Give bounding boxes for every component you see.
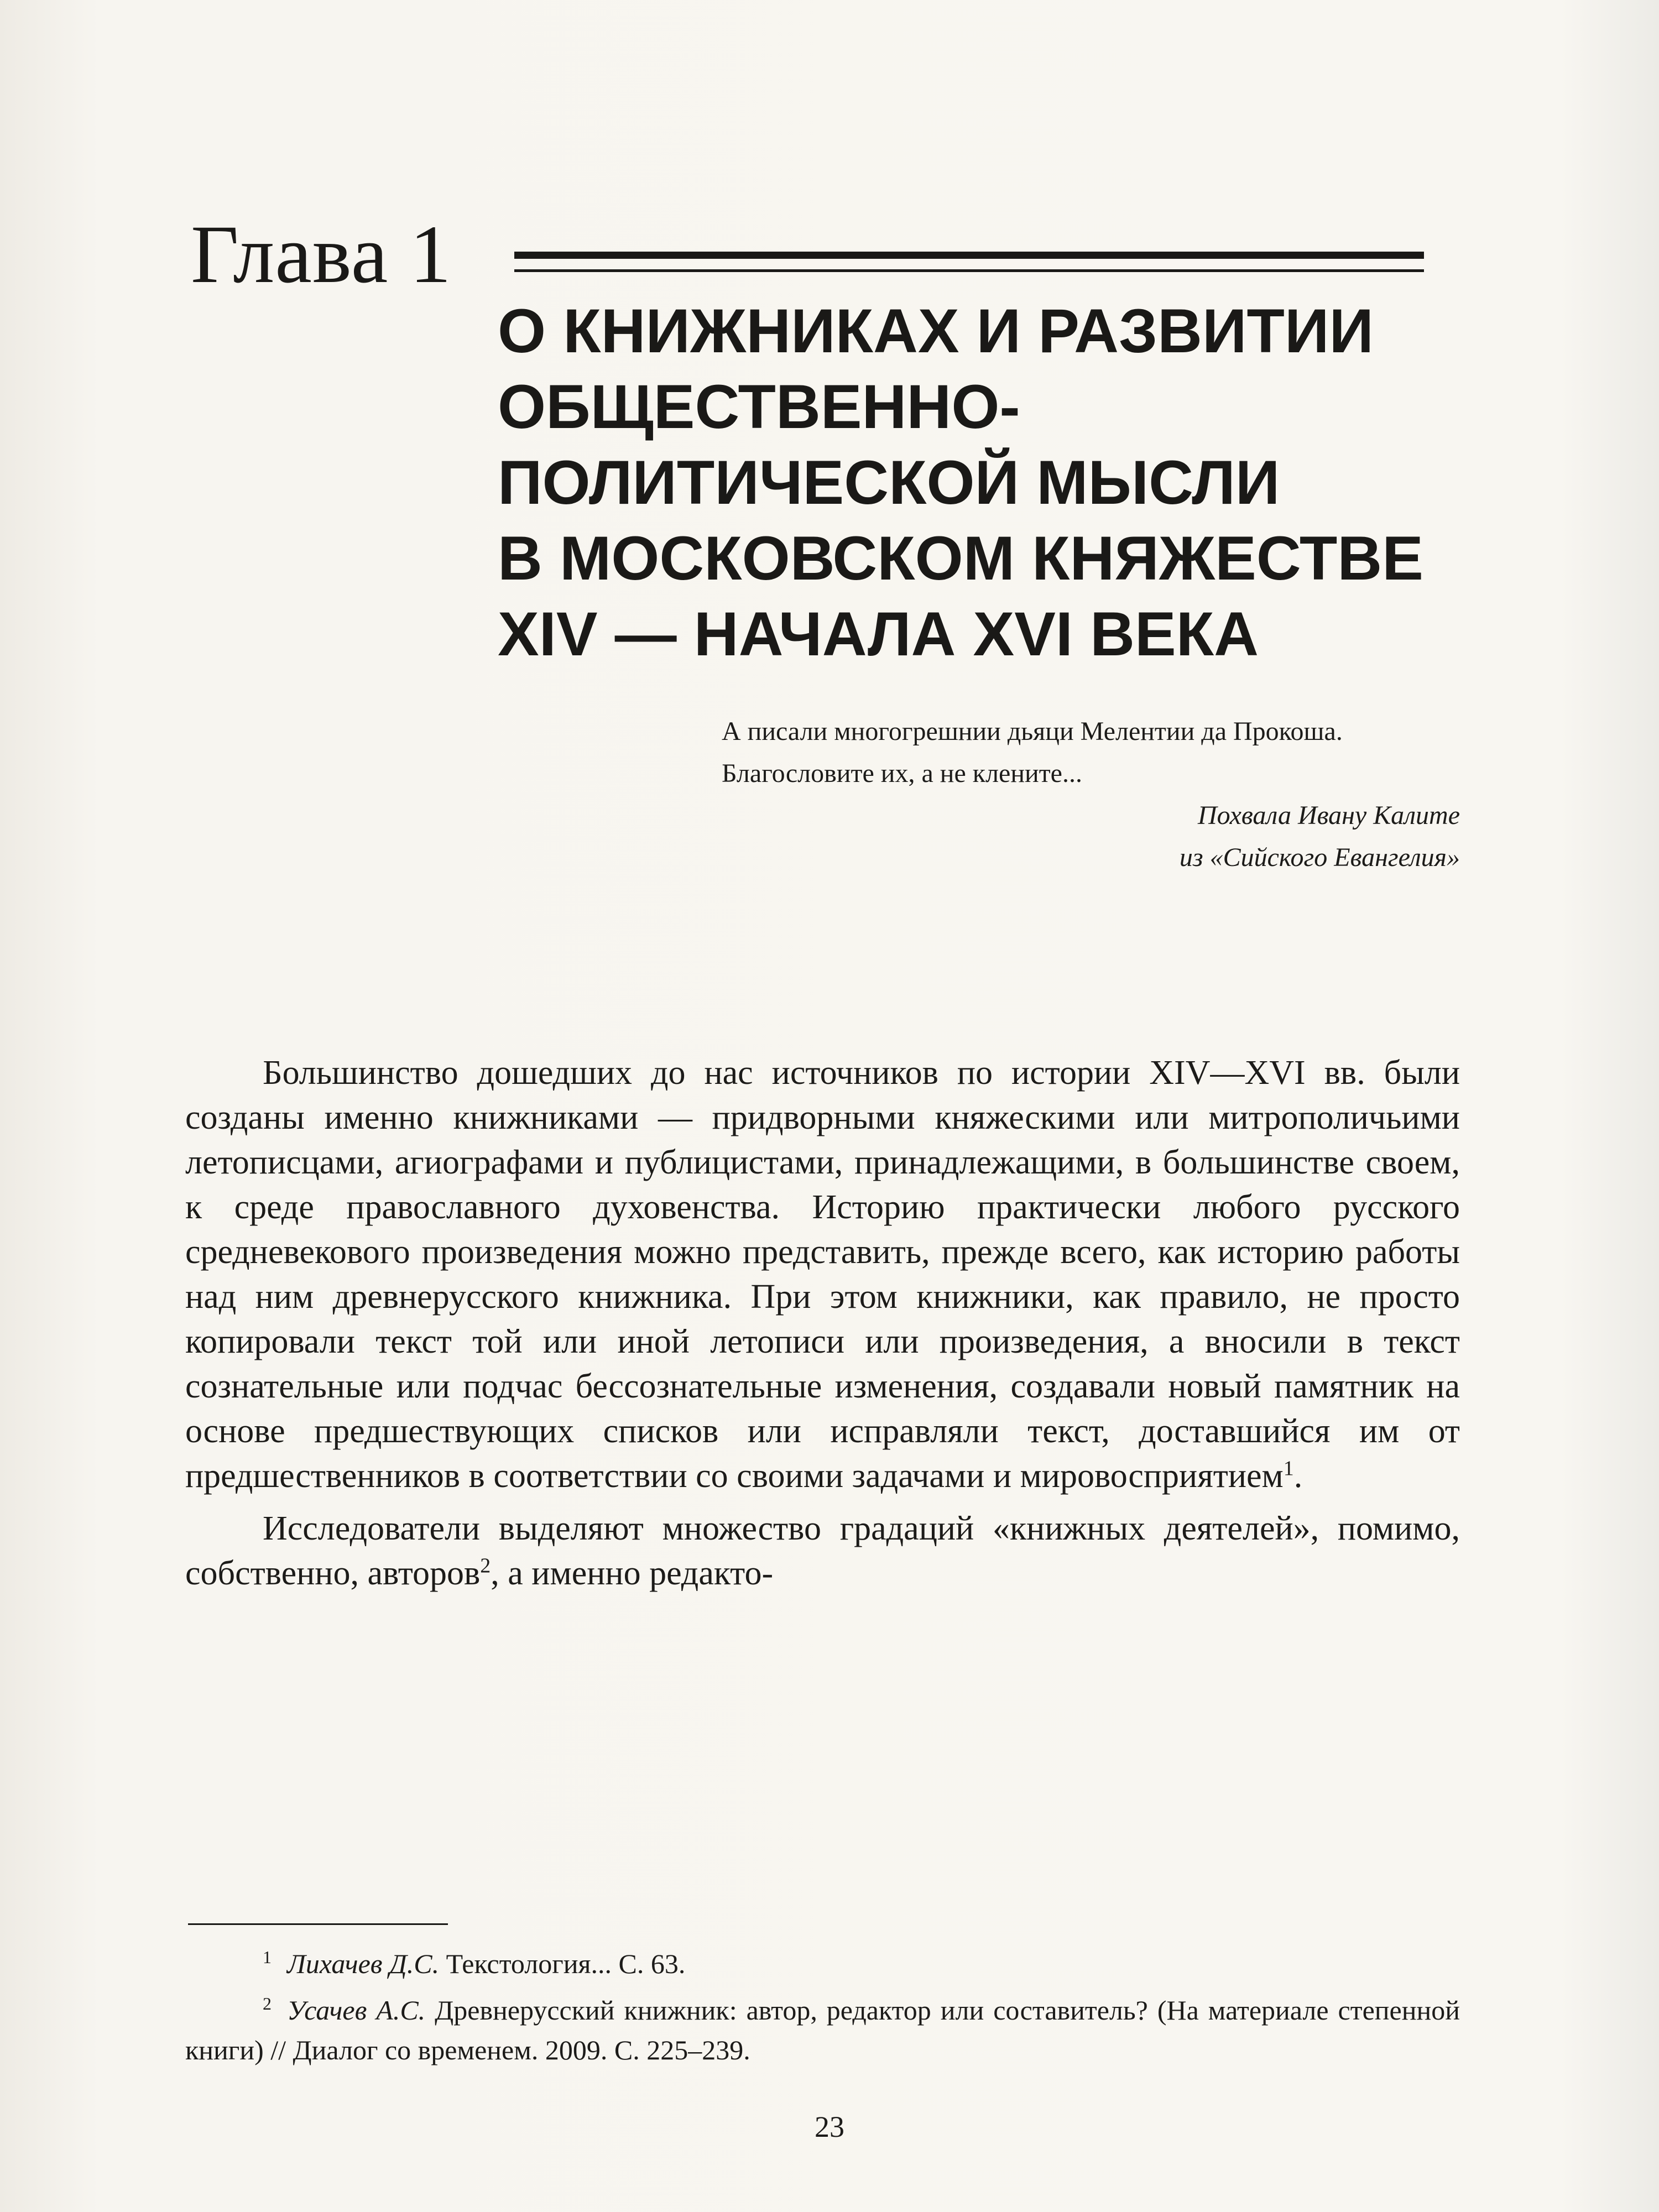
epigraph: [722, 711, 1460, 879]
chapter-rule-thick: [514, 252, 1424, 259]
paragraph-text: Исследователи выделяют множество градаций «книжных деятелей», помимо, собственно, авторов: [185, 1510, 1460, 1592]
epigraph-line: Благословите их, а не клените...: [722, 759, 1082, 788]
footnote: [185, 1990, 1460, 2070]
epigraph-line: А писали многогрешнии дьяци Мелентии да Прокоша.: [722, 717, 1343, 746]
paragraph-text: Большинство дошедших до нас источников по истории XIV—XVI вв. были созданы именно книжниками — придворными княжескими или митрополичьими летописцами, агиографами и публицистами, принадлежащими, в большинстве своем, к среде православного духовенства. Историю практически любого русского средневекового произведения можно представить, прежде всего, как историю работы над ним древнерусского книжника. При этом книжники, как правило, не просто копировали текст той или иной летописи или произведения, а вносили в текст сознательные или подчас бессознательные изменения, создавали новый памятник на основе предшествующих списков или исправляли текст, доставшийся им от предшественников в соответствии со своими задачами и мировосприятием: [185, 1054, 1460, 1495]
footnote-number: 1: [263, 1947, 272, 1968]
page-number: 23: [815, 2110, 844, 2143]
body-text: [185, 1051, 1460, 1604]
epigraph-source: Похвала Ивану Калите: [1197, 801, 1460, 830]
chapter-title-line: ОБЩЕСТВЕННО-: [498, 372, 1020, 441]
body-paragraph: [185, 1506, 1460, 1596]
chapter-label: Глава 1: [191, 208, 452, 300]
epigraph-source: из «Сийского Евангелия»: [1179, 843, 1460, 872]
chapter-title-line: ПОЛИТИЧЕСКОЙ МЫСЛИ: [498, 448, 1280, 517]
footnote-author: Усачев А.С.: [287, 1995, 426, 2026]
footnote-number: 2: [263, 1994, 272, 2014]
footnote-text: Древнерусский книжник: автор, редактор или составитель? (На материале степенной книги) // Диалог со временем. 2009. С. 225–239.: [185, 1995, 1460, 2065]
chapter-title-line: О КНИЖНИКАХ И РАЗВИТИИ: [498, 296, 1374, 366]
footnote-ref[interactable]: 1: [1283, 1457, 1294, 1480]
chapter-rule-thin: [514, 269, 1424, 272]
chapter-title-line: XIV — НАЧАЛА XVI ВЕКА: [498, 599, 1259, 669]
footnote-divider: [188, 1923, 448, 1925]
footnote-ref[interactable]: 2: [480, 1554, 491, 1578]
chapter-title: [498, 293, 1471, 672]
body-paragraph: Большинство дошедших до нас источников по истории XIV—XVI вв. были созданы именно книжниками — придворными княжескими или митрополичьими летописцами, агиографами и публицистами, принадлежащими, в большинстве своем, к среде православного духовенства. Историю практически любого русского средневекового произведения можно представить, прежде всего, как историю работы над ним древнерусского книжника. При этом книжники, как правило, не просто копировали текст той или иной летописи или произведения, а вносили в текст сознательные или подчас бессознательные изменения, создавали новый памятник на основе предшествующих списков или исправляли текст, доставшийся им от предшественников в соответствии со своими задачами и мировосприятием$^1$.: [185, 1054, 1460, 1495]
footnote: [185, 1944, 1460, 1984]
paragraph-text: , а именно редакто-: [491, 1554, 774, 1592]
footnote-author: Лихачев Д.С.: [287, 1948, 440, 1979]
footnote-text: Текстология... С. 63.: [439, 1948, 686, 1979]
footnotes: [185, 1944, 1460, 2077]
chapter-title-line: В МОСКОВСКОМ КНЯЖЕСТВЕ: [498, 524, 1423, 593]
